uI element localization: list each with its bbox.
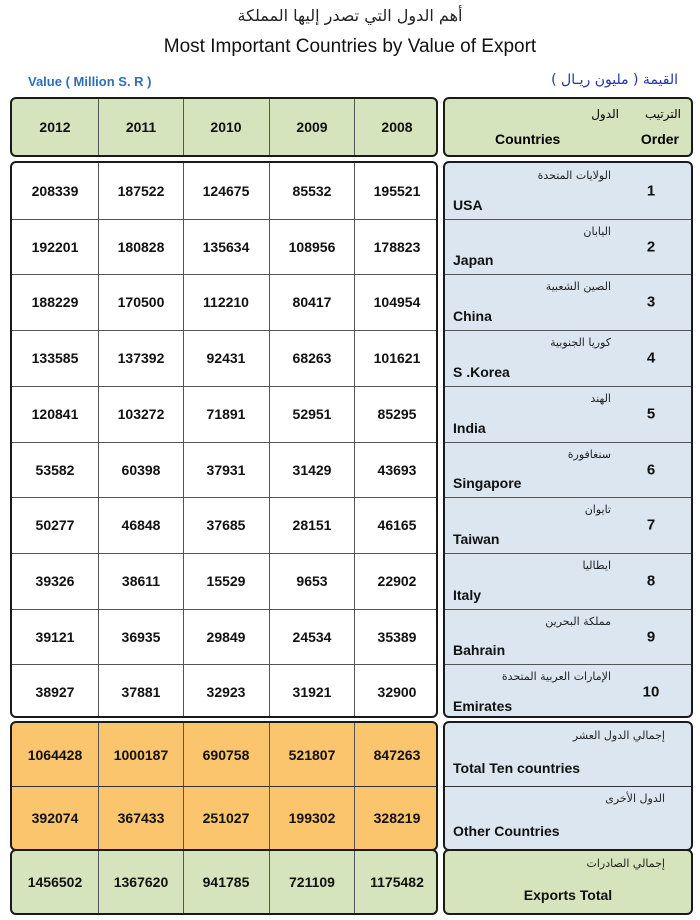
summary-value-cell: 328219 — [373, 809, 421, 826]
value-cell: 37931 — [206, 461, 246, 478]
value-cell: 29849 — [206, 628, 246, 645]
value-cell: 85295 — [377, 406, 417, 422]
title-arabic: أهم الدول التي تصدر إليها المملكة — [237, 6, 463, 25]
country-order: 3 — [646, 293, 656, 311]
value-cell: 80417 — [292, 294, 332, 310]
value-cell: 112210 — [203, 294, 249, 310]
summary-label-english: Other Countries — [453, 823, 560, 839]
country-order: 2 — [646, 238, 656, 255]
value-cell: 85532 — [292, 183, 332, 199]
country-row — [445, 219, 691, 274]
value-cell: 180828 — [117, 238, 165, 255]
value-cell: 15529 — [206, 573, 246, 589]
summary-label-arabic: إجمالي الدول العشر — [572, 729, 665, 742]
values-total-box — [10, 849, 438, 915]
country-row — [445, 442, 691, 497]
summary-value-cell: 1000187 — [113, 746, 169, 763]
value-cell: 124675 — [202, 183, 250, 199]
countries-total-box — [443, 849, 693, 915]
value-cell: 24534 — [292, 628, 332, 645]
order-header-arabic: الترتيب — [645, 107, 681, 121]
country-row — [445, 553, 691, 609]
value-cell: 188229 — [31, 294, 79, 310]
title-english: Most Important Countries by Value of Export — [163, 36, 537, 57]
country-name-arabic: ايطاليا — [582, 559, 611, 572]
country-name-english: Bahrain — [453, 642, 506, 658]
summary-value-cell: 392074 — [31, 809, 79, 826]
countries-header-box — [443, 97, 693, 157]
country-row — [445, 497, 691, 553]
summary-label-english: Total Ten countries — [453, 760, 581, 776]
value-cell: 178823 — [373, 238, 421, 255]
countries-body-box — [443, 161, 693, 718]
total-label-arabic: إجمالي الصادرات — [586, 857, 665, 870]
value-cell: 31921 — [292, 684, 332, 700]
values-body-box — [10, 161, 438, 718]
value-cell: 35389 — [377, 628, 417, 645]
country-name-english: S .Korea — [453, 364, 510, 380]
value-cell: 28151 — [292, 517, 332, 533]
value-cell: 9653 — [296, 573, 328, 589]
year-header: 2012 — [39, 119, 71, 135]
country-name-english: China — [453, 308, 492, 324]
total-row — [445, 851, 691, 913]
value-cell: 101621 — [373, 350, 421, 366]
value-cell: 46848 — [121, 517, 161, 533]
country-order: 9 — [646, 628, 656, 645]
year-header-box — [10, 97, 438, 157]
value-cell: 71891 — [206, 406, 246, 422]
country-name-english: Emirates — [453, 698, 513, 714]
country-name-english: Japan — [453, 252, 494, 268]
value-cell: 32923 — [206, 684, 246, 700]
value-cell: 192201 — [31, 238, 79, 255]
value-cell: 53582 — [35, 461, 75, 478]
country-order: 6 — [646, 461, 656, 478]
summary-value-cell: 1064428 — [27, 746, 83, 763]
value-cell: 92431 — [206, 350, 246, 366]
country-order: 8 — [646, 572, 656, 590]
country-name-english: India — [453, 420, 486, 436]
value-cell: 43693 — [377, 461, 417, 478]
value-cell: 133585 — [31, 350, 79, 366]
country-order: 1 — [646, 182, 656, 200]
value-cell: 37685 — [206, 517, 246, 533]
year-header: 2011 — [125, 119, 157, 135]
total-value-cell: 721109 — [289, 874, 335, 890]
total-value-cell: 941785 — [202, 874, 250, 890]
country-name-english: USA — [453, 197, 483, 213]
value-cell: 38611 — [121, 573, 161, 589]
countries-header-english: Countries — [495, 131, 561, 147]
value-cell: 60398 — [121, 461, 161, 478]
total-label-english: Exports Total — [523, 887, 613, 903]
total-value-cell: 1367620 — [113, 874, 169, 890]
summary-label-arabic: الدول الأخرى — [605, 792, 665, 805]
countries-header-arabic: الدول — [591, 107, 619, 121]
summary-row — [445, 786, 691, 849]
value-cell: 31429 — [292, 461, 332, 478]
value-cell: 195521 — [373, 183, 421, 199]
value-cell: 36935 — [121, 628, 161, 645]
year-header: 2009 — [296, 119, 328, 135]
country-order: 10 — [642, 683, 660, 701]
country-name-english: Italy — [453, 587, 482, 603]
country-row — [445, 163, 691, 219]
country-name-english: Taiwan — [453, 531, 500, 547]
value-cell: 170500 — [117, 294, 165, 310]
summary-value-cell: 521807 — [288, 746, 336, 763]
country-row — [445, 274, 691, 330]
country-name-arabic: سنغافورة — [567, 448, 611, 461]
value-cell: 38927 — [35, 684, 75, 700]
total-value-cell: 1175482 — [370, 874, 424, 890]
value-cell: 32900 — [377, 684, 417, 700]
order-header-english: Order — [640, 131, 679, 147]
country-name-arabic: الهند — [590, 392, 611, 405]
total-value-cell: 1456502 — [27, 874, 83, 890]
value-cell: 187522 — [117, 183, 165, 199]
summary-value-cell: 367433 — [117, 809, 165, 826]
value-cell: 50277 — [35, 517, 75, 533]
summary-row — [445, 723, 691, 786]
summary-value-cell: 199302 — [288, 809, 336, 826]
value-cell: 22902 — [377, 573, 417, 589]
summary-value-cell: 847263 — [373, 746, 421, 763]
country-order: 4 — [646, 349, 656, 367]
country-name-arabic: الصين الشعبية — [545, 280, 611, 293]
country-name-arabic: كوريا الجنوبية — [550, 336, 611, 349]
country-name-arabic: الإمارات العربية المتحدة — [501, 670, 611, 683]
value-cell: 46165 — [377, 517, 417, 533]
value-cell: 103272 — [117, 406, 165, 422]
value-cell: 52951 — [292, 406, 332, 422]
value-cell: 108956 — [288, 238, 336, 255]
country-row — [445, 664, 691, 718]
value-cell: 68263 — [292, 350, 332, 366]
country-row — [445, 386, 691, 442]
country-name-arabic: تايوان — [584, 503, 611, 516]
year-header: 2010 — [210, 119, 242, 135]
country-name-arabic: اليابان — [583, 225, 611, 238]
country-name-english: Singapore — [453, 475, 522, 491]
values-summary-box — [10, 721, 438, 851]
value-cell: 135634 — [202, 238, 250, 255]
value-cell: 104954 — [373, 294, 421, 310]
value-cell: 137392 — [117, 350, 165, 366]
countries-summary-box — [443, 721, 693, 851]
country-row — [445, 330, 691, 386]
value-cell: 120841 — [31, 406, 79, 422]
value-cell: 37881 — [121, 684, 161, 700]
summary-value-cell: 690758 — [202, 746, 250, 763]
country-name-arabic: الولايات المتحدة — [537, 169, 611, 182]
summary-value-cell: 251027 — [202, 809, 250, 826]
value-cell: 39121 — [35, 628, 75, 645]
country-order: 7 — [646, 516, 656, 534]
value-cell: 208339 — [31, 183, 79, 199]
value-cell: 39326 — [35, 573, 75, 589]
year-header: 2008 — [381, 119, 413, 135]
country-row — [445, 609, 691, 664]
country-name-arabic: مملكة البحرين — [545, 615, 611, 628]
values-panel — [10, 97, 438, 917]
unit-label-arabic: القيمة ( مليون ريـال ) — [551, 72, 678, 88]
countries-panel — [443, 97, 693, 917]
unit-label-english: Value ( Million S. R ) — [28, 74, 152, 89]
country-order: 5 — [646, 405, 656, 423]
